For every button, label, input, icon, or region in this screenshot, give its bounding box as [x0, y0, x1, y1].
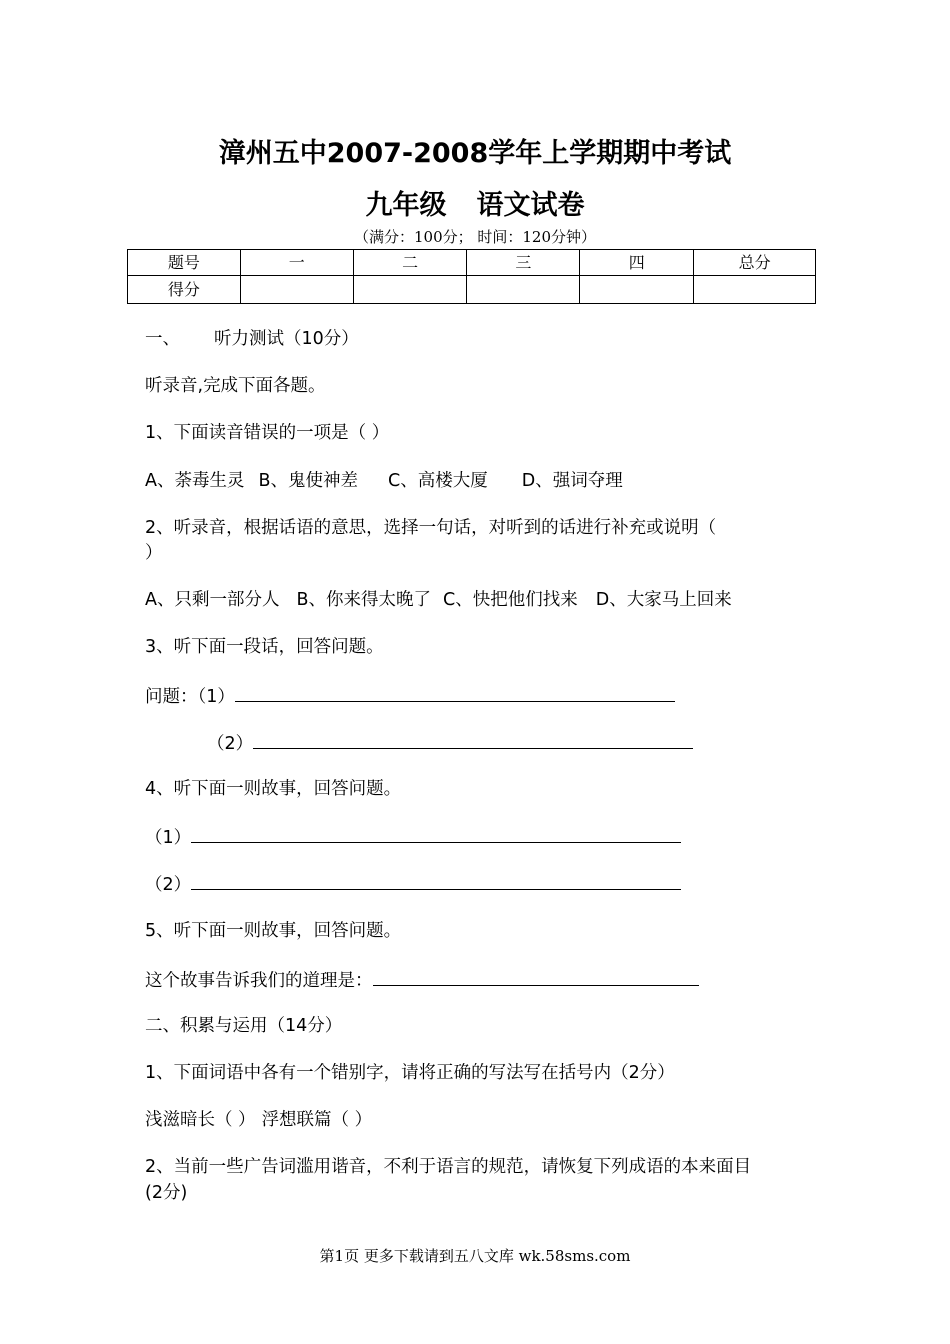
question-5-answer [145, 967, 699, 993]
question-1: 1、下面读音错误的一项是（ ） [145, 423, 390, 443]
question-3-answer-2 [207, 730, 693, 756]
section-title: 听力测试（10分） [214, 329, 359, 349]
answer-number: （1） [197, 687, 235, 707]
score-cell: 三 [467, 250, 580, 276]
option[interactable]: B、鬼使神差 [258, 471, 358, 491]
answer-blank[interactable] [235, 683, 675, 702]
answer-number: （1） [145, 828, 192, 848]
score-input-cell[interactable] [353, 276, 467, 304]
section2-heading: 二、积累与运用（14分） [145, 1016, 343, 1036]
question-4-answer-1 [145, 824, 681, 850]
answer-blank[interactable] [191, 824, 681, 843]
section2-question-1: 1、下面词语中各有一个错别字，请将正确的写法写在括号内（2分） [145, 1063, 675, 1083]
item: 浅滋暗长（ ） [145, 1110, 256, 1130]
subject-label: 语文试卷 [476, 190, 585, 221]
exam-subtitle [0, 183, 950, 222]
option[interactable]: C、快把他们找来 [443, 590, 578, 610]
score-input-cell[interactable] [694, 276, 816, 304]
score-cell: 题号 [128, 250, 241, 276]
answer-number: （2） [207, 734, 254, 754]
answer-number: （2） [145, 875, 192, 895]
score-cell: 一 [240, 250, 353, 276]
score-cell: 得分 [128, 276, 241, 304]
option[interactable]: B、你来得太晚了 [296, 590, 431, 610]
question-4: 4、听下面一则故事，回答问题。 [145, 779, 402, 799]
question-label: 问题： [145, 687, 198, 707]
item: 浮想联篇（ ） [261, 1110, 373, 1130]
score-table-header-row [128, 250, 816, 276]
answer-blank[interactable] [191, 871, 681, 890]
score-cell: 四 [580, 250, 694, 276]
question-4-answer-2 [145, 871, 681, 897]
section1-heading [145, 327, 359, 351]
answer-blank[interactable] [373, 967, 699, 986]
score-input-cell[interactable] [580, 276, 694, 304]
section-number: 一、 [145, 329, 180, 349]
score-table-score-row [128, 276, 816, 304]
score-table [127, 249, 816, 304]
question-3-answer-1 [145, 683, 675, 709]
score-cell: 总分 [694, 250, 816, 276]
grade-label: 九年级 [365, 190, 447, 221]
answer-blank[interactable] [253, 730, 693, 749]
option[interactable]: A、荼毒生灵 [145, 471, 245, 491]
exam-title: 漳州五中2007-2008学年上学期期中考试 [218, 138, 732, 169]
section2-question-2-line2: (2分) [145, 1183, 188, 1203]
section2-question-1-items [145, 1108, 372, 1132]
question-1-options [145, 469, 623, 493]
option[interactable]: A、只剩一部分人 [145, 590, 280, 610]
option[interactable]: C、高楼大厦 [388, 471, 488, 491]
option[interactable]: D、强词夺理 [521, 471, 623, 491]
option[interactable]: D、大家马上回来 [595, 590, 732, 610]
exam-meta: （满分：100分； 时间：120分钟） [353, 228, 597, 246]
score-input-cell[interactable] [467, 276, 580, 304]
question-2-line2: ） [145, 543, 163, 563]
score-input-cell[interactable] [240, 276, 353, 304]
page-footer: 第1页 更多下载请到五八文库 wk.58sms.com [319, 1247, 631, 1265]
section2-question-2-line1: 2、当前一些广告词滥用谐音，不利于语言的规范，请恢复下列成语的本来面目 [145, 1157, 752, 1177]
score-cell: 二 [353, 250, 467, 276]
question-2-options [145, 588, 732, 612]
section1-intro: 听录音,完成下面各题。 [145, 376, 326, 396]
question-prompt: 这个故事告诉我们的道理是： [145, 971, 373, 991]
question-3: 3、听下面一段话，回答问题。 [145, 637, 384, 657]
question-2-line1: 2、听录音，根据话语的意思，选择一句话，对听到的话进行补充或说明（ [145, 518, 717, 538]
question-5: 5、听下面一则故事，回答问题。 [145, 921, 402, 941]
